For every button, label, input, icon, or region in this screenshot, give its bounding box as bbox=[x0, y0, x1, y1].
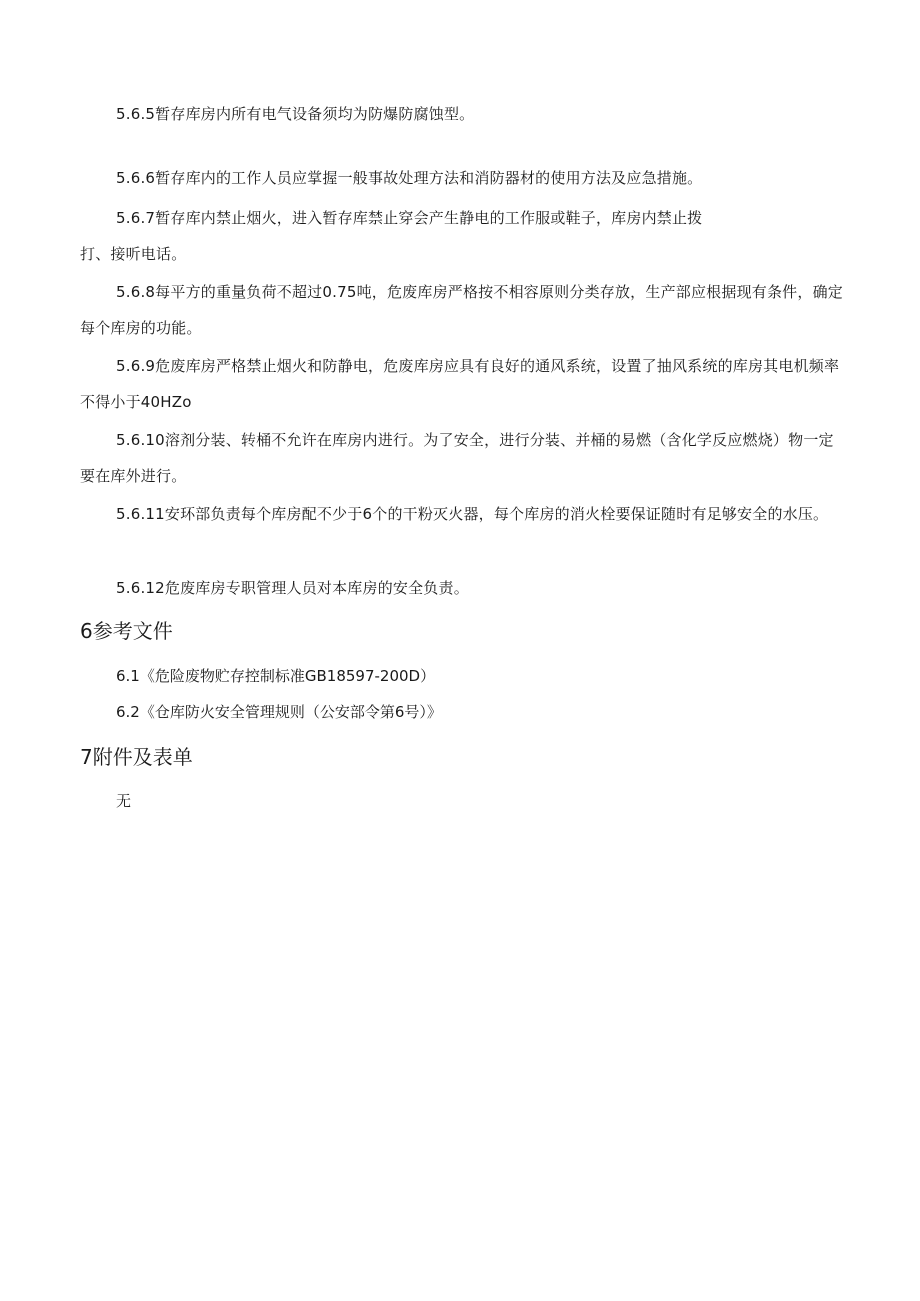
clause-5-6-11: 5.6.11安环部负责每个库房配不少于6个的干粉灭火器，每个库房的消火栓要保证随时有足够安全的水压。 bbox=[116, 505, 829, 523]
reference-6-1: 6.1《危险废物贮存控制标准GB18597-200D） bbox=[116, 667, 436, 685]
clause-5-6-7-line1: 5.6.7暂存库内禁止烟火，进入暂存库禁止穿会产生静电的工作服或鞋子，库房内禁止拨 bbox=[116, 209, 703, 227]
section-7-content: 无 bbox=[116, 792, 132, 810]
section-7-heading: 7附件及表单 bbox=[80, 745, 193, 769]
clause-5-6-8: 5.6.8每平方的重量负荷不超过0.75吨，危废库房严格按不相容原则分类存放，生产部应根据现有条件，确定每个库房的功能。 bbox=[80, 283, 843, 337]
clause-5-6-12: 5.6.12危废库房专职管理人员对本库房的安全负责。 bbox=[116, 579, 469, 597]
reference-6-2: 6.2《仓库防火安全管理规则（公安部令第6号）》 bbox=[116, 703, 442, 721]
clause-5-6-7-line2: 打、接听电话。 bbox=[80, 245, 187, 263]
clause-5-6-6: 5.6.6暂存库内的工作人员应掌握一般事故处理方法和消防器材的使用方法及应急措施。 bbox=[116, 169, 703, 187]
clause-5-6-10: 5.6.10溶剂分装、转桶不允许在库房内进行。为了安全，进行分装、并桶的易燃（含化学反应燃烧）物一定要在库外进行。 bbox=[80, 431, 834, 485]
clause-5-6-7 bbox=[80, 200, 848, 272]
section-6-heading: 6参考文件 bbox=[80, 619, 173, 643]
clause-5-6-9: 5.6.9危废库房严格禁止烟火和防静电，危废库房应具有良好的通风系统，设置了抽风系统的库房其电机频率不得小于40HZo bbox=[80, 357, 840, 411]
clause-5-6-5: 5.6.5暂存库房内所有电气设备须均为防爆防腐蚀型。 bbox=[116, 105, 475, 123]
